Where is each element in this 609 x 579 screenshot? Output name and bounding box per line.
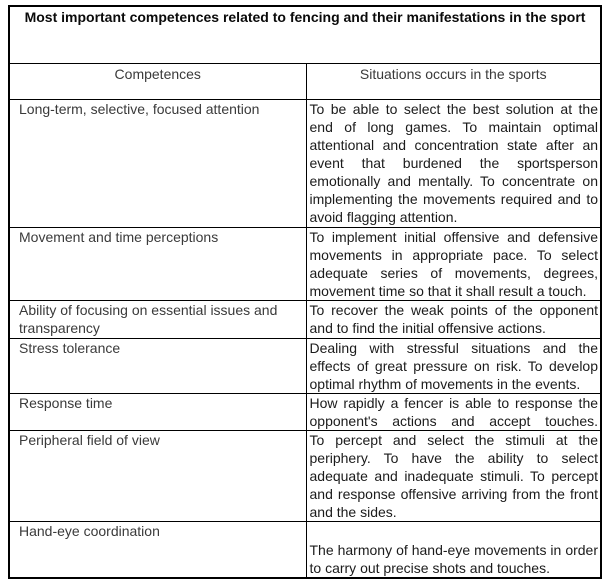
- table-header-row: [9, 63, 601, 99]
- table-title-row: [9, 6, 601, 63]
- competence-cell: Hand-eye coordination: [9, 521, 306, 578]
- situation-cell: The harmony of hand-eye movements in order to carry out precise shots and touches.: [306, 521, 601, 578]
- competence-cell: Long-term, selective, focused attention: [9, 99, 306, 227]
- competence-cell: Stress tolerance: [9, 338, 306, 393]
- situation-cell: To implement initial offensive and defensive movements in appropriate pace. To select adequate series of movements, degrees, movement time so that it shall result a touch.: [306, 227, 601, 300]
- competences-table: [8, 5, 602, 579]
- table-row: [9, 393, 601, 430]
- table-row: [9, 227, 601, 300]
- competence-cell: Peripheral field of view: [9, 430, 306, 521]
- situation-cell: To percept and select the stimuli at the periphery. To have the ability to select adequate and inadequate stimuli. To percept and response offensive arriving from the front and the sides.: [306, 430, 601, 521]
- situation-cell: How rapidly a fencer is able to response the opponent's actions and accept touches.: [306, 393, 601, 430]
- table-row: [9, 338, 601, 393]
- table-row: [9, 521, 601, 578]
- competence-cell: Movement and time perceptions: [9, 227, 306, 300]
- situation-cell: Dealing with stressful situations and the effects of great pressure on risk. To develop optimal rhythm of movements in the events.: [306, 338, 601, 393]
- table-title: Most important competences related to fencing and their manifestations in the sport: [9, 6, 601, 63]
- competence-cell: Ability of focusing on essential issues and transparency: [9, 300, 306, 338]
- table-row: [9, 430, 601, 521]
- table-row: [9, 99, 601, 227]
- column-header-competences: Competences: [9, 63, 306, 99]
- situation-cell: To be able to select the best solution at the end of long games. To maintain optimal attentional and concentration state after an event that burdened the sportsperson emotionally and mentally. To concentrate on implementing the movements required and to avoid flagging attention.: [306, 99, 601, 227]
- column-header-situations: Situations occurs in the sports: [306, 63, 601, 99]
- situation-cell: To recover the weak points of the opponent and to find the initial offensive actions.: [306, 300, 601, 338]
- table-row: [9, 300, 601, 338]
- competence-cell: Response time: [9, 393, 306, 430]
